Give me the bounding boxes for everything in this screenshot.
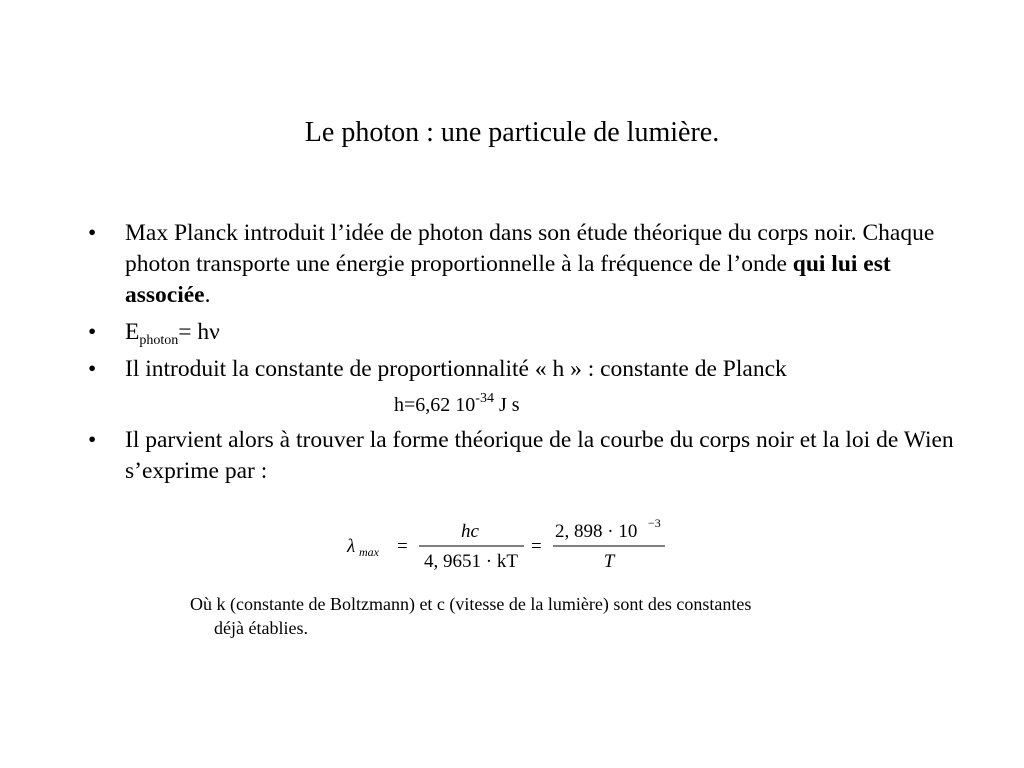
bullet-text (125, 220, 934, 308)
bullet-text-bold: qui lui est associée (125, 251, 891, 308)
bullet-wien-law (88, 425, 958, 487)
formula-frac1-numerator: hc (461, 521, 479, 542)
bullet-planck-constant (88, 354, 958, 385)
formula-frac1-denominator: 4, 9651 · kT (424, 551, 518, 572)
energy-subscript: photon (139, 333, 179, 348)
bullet-list (88, 218, 958, 493)
formula-lambda-subscript: max (359, 545, 379, 559)
note-line-1: Où k (constante de Boltzmann) et c (vitesse de la lumière) sont des constantes (190, 594, 752, 614)
wien-formula-svg (345, 515, 675, 577)
bullet-dot: • (88, 319, 97, 345)
bullet-text-end: . (204, 282, 211, 308)
formula-frac2-numerator-exponent: −3 (648, 516, 661, 530)
bullet-dot: • (88, 427, 97, 453)
formula-lambda: λ (347, 536, 356, 557)
planck-constant-exponent: -34 (475, 391, 494, 406)
slide-title: Le photon : une particule de lumière. (304, 117, 720, 148)
bullet-text (125, 319, 220, 348)
constants-note (190, 592, 930, 640)
energy-symbol: E (125, 319, 140, 345)
bullet-text: Il introduit la constante de proportionnalité « h » : constante de Planck (125, 356, 787, 382)
planck-constant-value (394, 392, 520, 418)
formula-frac2-numerator-base: 2, 898 · 10 (555, 521, 638, 542)
bullet-text-plain: Max Planck introduit l’idée de photon dans son étude théorique du corps noir. Chaque photon transporte une énergie proportionnelle à la fréquence de l’onde (125, 220, 935, 277)
note-line-2: déjà établies. (214, 618, 308, 638)
bullet-energy-formula (88, 317, 958, 348)
planck-constant-base: h=6,62 10 (394, 394, 476, 416)
bullet-dot: • (88, 356, 97, 382)
formula-equals-2: = (531, 536, 542, 557)
formula-frac2-denominator: T (603, 551, 615, 572)
wien-formula (345, 515, 675, 577)
bullet-planck-intro (88, 218, 958, 311)
energy-rest: = hν (178, 319, 220, 345)
planck-constant-unit: J s (493, 394, 520, 416)
formula-equals-1: = (397, 536, 408, 557)
bullet-text: Il parvient alors à trouver la forme théorique de la courbe du corps noir et la loi de Wien s’exprime par : (125, 427, 954, 484)
bullet-dot: • (88, 220, 97, 246)
